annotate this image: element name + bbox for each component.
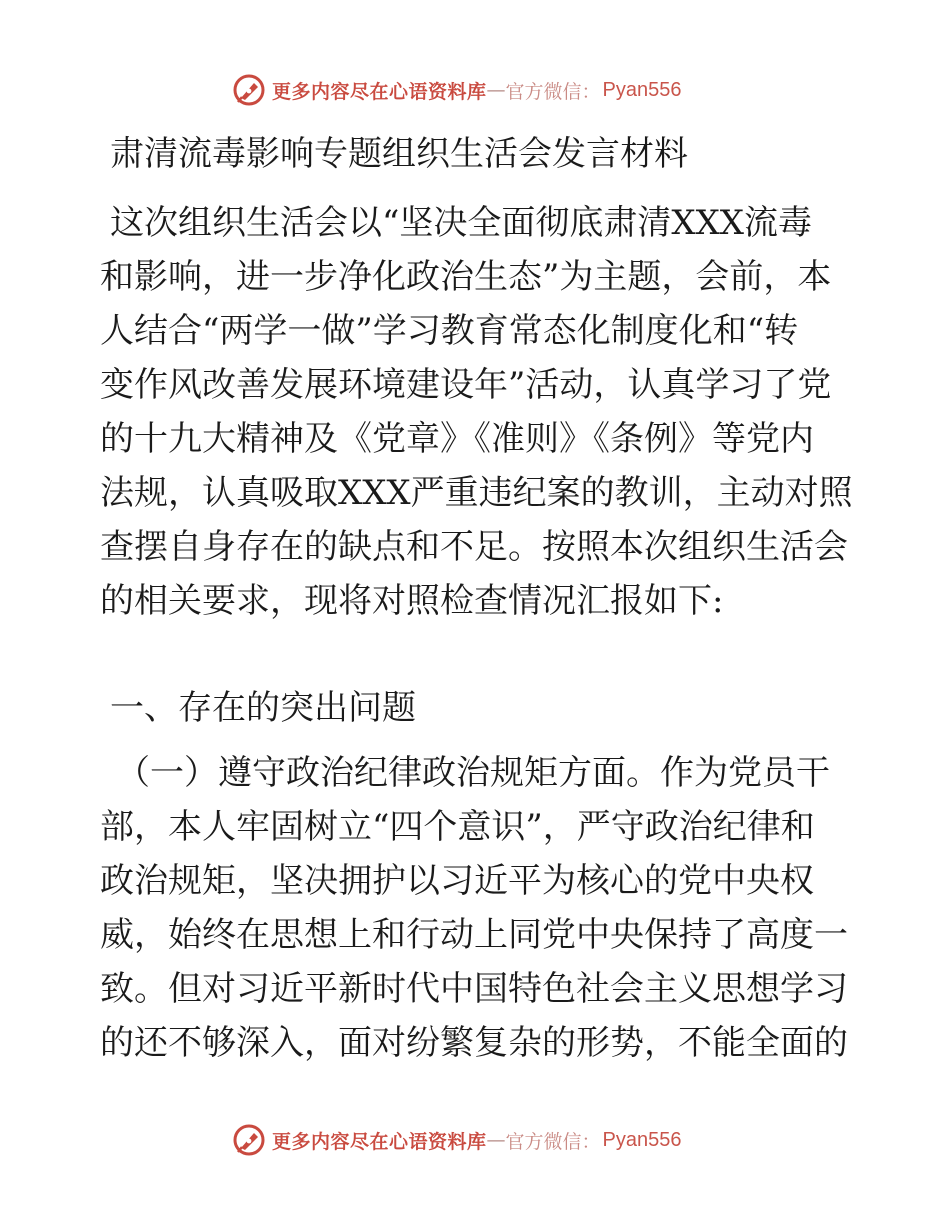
- header-watermark: [0, 70, 950, 110]
- watermark-wechat-label: 官方微信：: [505, 1130, 601, 1153]
- intro-line: 的十九大精神及《党章》《准则》《条例》等党内: [100, 419, 814, 459]
- intro-line: 查摆自身存在的缺点和不足。按照本次组织生活会: [100, 527, 848, 567]
- section1-line: 致。但对习近平新时代中国特色社会主义思想学习: [100, 969, 848, 1009]
- section1-line: 威，始终在思想上和行动上同党中央保持了高度一: [100, 915, 848, 955]
- intro-line: 法规，认真吸取XXX严重违纪案的教训，主动对照: [100, 473, 853, 513]
- intro-line: 这次组织生活会以“坚决全面彻底肃清XXX流毒: [110, 203, 812, 243]
- section1-line: 政治规矩，坚决拥护以习近平为核心的党中央权: [100, 861, 814, 901]
- pen-nib-logo-icon: [232, 73, 266, 107]
- section1-line: 的还不够深入，面对纷繁复杂的形势，不能全面的: [100, 1023, 848, 1063]
- watermark-wechat-id: Pyan556: [602, 78, 682, 101]
- watermark-brand: 更多内容尽在心语资料库: [272, 1130, 487, 1153]
- intro-line: 人结合“两学一做”学习教育常态化制度化和“转: [100, 311, 799, 351]
- intro-line: 和影响，进一步净化政治生态”为主题，会前，本: [100, 257, 832, 297]
- watermark-wechat-label: 官方微信：: [505, 80, 601, 103]
- intro-line: 变作风改善发展环境建设年”活动，认真学习了党: [100, 365, 832, 405]
- watermark-wechat-id: Pyan556: [602, 1128, 682, 1151]
- section1-paragraph: [100, 746, 860, 1070]
- document-title: 肃清流毒影响专题组织生活会发言材料: [110, 134, 688, 174]
- section-heading: 一、存在的突出问题: [110, 688, 416, 728]
- watermark-separator: —: [486, 79, 506, 101]
- watermark-brand: 更多内容尽在心语资料库: [272, 80, 487, 103]
- intro-paragraph: [100, 196, 860, 628]
- intro-line: 的相关要求，现将对照检查情况汇报如下:: [100, 581, 724, 621]
- footer-watermark: [0, 1120, 950, 1160]
- section1-line: （一）遵守政治纪律政治规矩方面。作为党员干: [116, 753, 830, 793]
- section1-line: 部，本人牢固树立“四个意识”，严守政治纪律和: [100, 807, 815, 847]
- watermark-separator: —: [486, 1129, 506, 1151]
- pen-nib-logo-icon: [232, 1123, 266, 1157]
